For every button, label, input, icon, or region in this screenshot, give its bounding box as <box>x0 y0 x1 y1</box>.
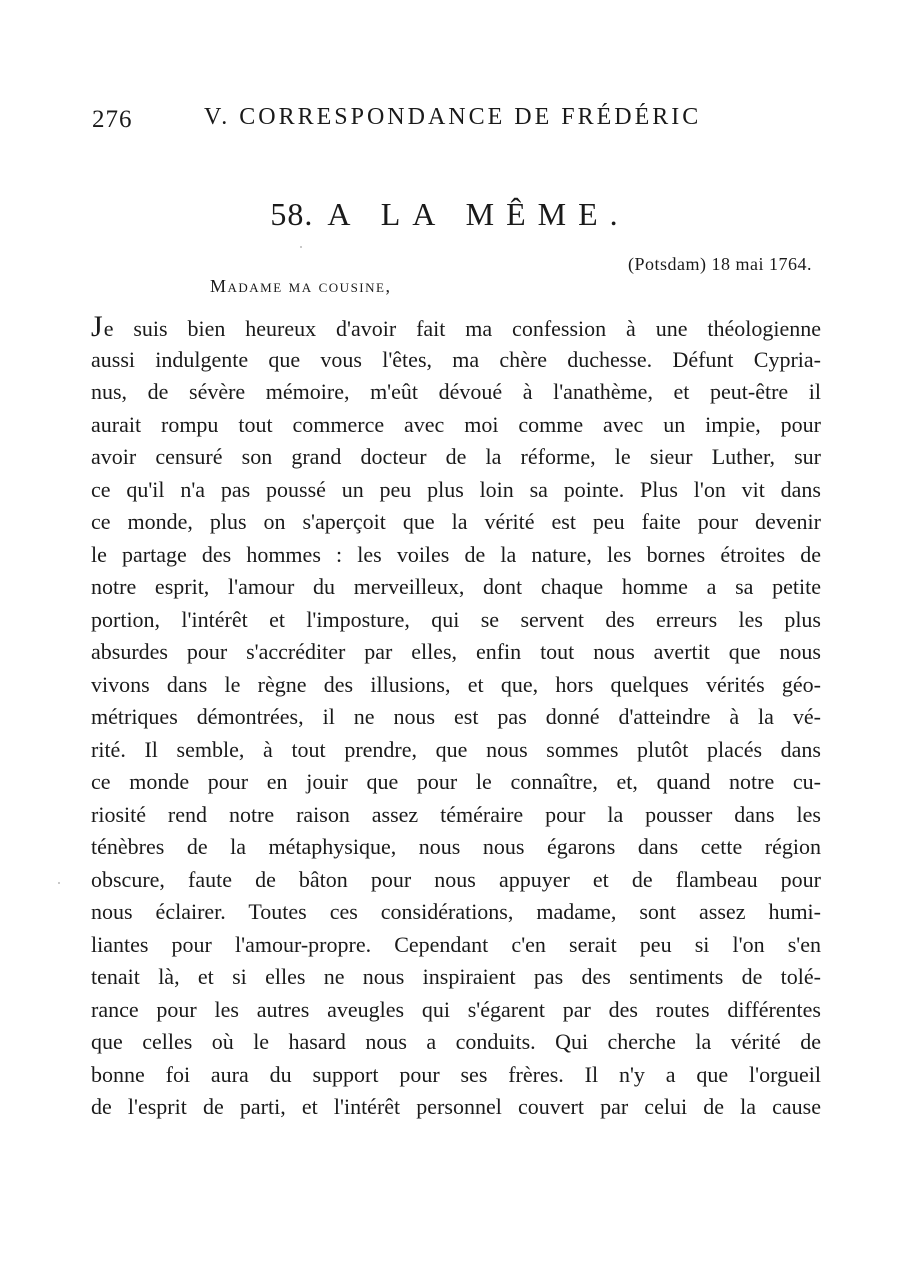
text-line <box>91 1059 821 1092</box>
text-line-content: métriques démontrées, il ne nous est pas donné d'atteindre à la vé- <box>91 704 821 729</box>
page-number: 276 <box>92 106 133 133</box>
paper-speck <box>58 882 60 884</box>
text-line-content: tenait là, et si elles ne nous inspiraient pas des sentiments de tolé- <box>91 964 821 989</box>
text-line-content: nus, de sévère mémoire, m'eût dévoué à l'anathème, et peut-être il <box>91 379 821 404</box>
text-line <box>91 864 821 897</box>
paper-speck <box>300 246 302 248</box>
text-line-content: obscure, faute de bâton pour nous appuyer et de flambeau pour <box>91 866 821 892</box>
text-line <box>91 344 821 377</box>
text-line-content: le partage des hommes : les voiles de la nature, les bornes étroites de <box>91 541 821 567</box>
text-line <box>91 604 821 637</box>
letter-heading <box>0 196 900 233</box>
text-line-content: vivons dans le règne des illusions, et que, hors quelques vérités géo- <box>91 671 821 697</box>
text-line-content: rité. Il semble, à tout prendre, que nous sommes plutôt placés dans <box>91 736 821 762</box>
text-line-content: portion, l'intérêt et l'imposture, qui se servent des erreurs les plus <box>91 606 821 632</box>
text-line-content: ce qu'il n'a pas poussé un peu plus loin sa pointe. Plus l'on vit dans <box>91 476 821 502</box>
text-line <box>91 506 821 539</box>
running-head <box>92 100 822 140</box>
text-line <box>91 766 821 799</box>
text-line-content: liantes pour l'amour-propre. Cependant c'en serait peu si l'on s'en <box>91 931 821 957</box>
text-line-content: aussi indulgente que vous l'êtes, ma chère duchesse. Défunt Cypria- <box>91 346 821 372</box>
text-line <box>91 474 821 507</box>
text-line <box>91 311 821 344</box>
text-line <box>91 376 821 409</box>
text-line-content: absurdes pour s'accréditer par elles, enfin tout nous avertit que nous <box>91 639 821 664</box>
text-line-content: riosité rend notre raison assez téméraire pour la pousser dans les <box>91 801 821 827</box>
text-line-content: ce monde pour en jouir que pour le connaître, et, quand notre cu- <box>91 769 821 794</box>
text-line <box>91 994 821 1027</box>
letter-number: 58. <box>270 196 314 232</box>
text-line <box>91 1026 821 1059</box>
dateline: (Potsdam) 18 mai 1764. <box>628 254 812 274</box>
text-line <box>91 961 821 994</box>
text-line-content: ce monde, plus on s'aperçoit que la vérité est peu faite pour devenir <box>91 509 821 534</box>
text-line <box>91 734 821 767</box>
text-line-content: ténèbres de la métaphysique, nous nous égarons dans cette région <box>91 834 821 859</box>
text-line <box>91 539 821 572</box>
text-line-content: rance pour les autres aveugles qui s'égarent par des routes différentes <box>91 996 821 1022</box>
text-line-content: que celles où le hasard nous a conduits. Qui cherche la vérité de <box>91 1029 821 1054</box>
text-line-content: nous éclairer. Toutes ces considérations, madame, sont assez humi- <box>91 899 821 924</box>
initial-letter: J <box>91 310 104 343</box>
text-line <box>91 929 821 962</box>
text-line <box>91 701 821 734</box>
text-line-content: notre esprit, l'amour du merveilleux, dont chaque homme a sa petite <box>91 574 821 599</box>
text-line-content: e suis bien heureux d'avoir fait ma confession à une théologienne <box>103 316 821 341</box>
text-line <box>91 441 821 474</box>
text-line <box>91 669 821 702</box>
text-line <box>91 1091 821 1124</box>
text-line <box>91 831 821 864</box>
letter-title: A LA MÊME. <box>327 196 630 232</box>
running-title: V. CORRESPONDANCE DE FRÉDÉRIC <box>204 104 702 130</box>
text-line-content: avoir censuré son grand docteur de la réforme, le sieur Luther, sur <box>91 444 821 469</box>
text-line <box>91 636 821 669</box>
text-line-content: aurait rompu tout commerce avec moi comme avec un impie, pour <box>91 411 821 437</box>
salutation: Madame ma cousine, <box>210 276 392 296</box>
text-line-content: de l'esprit de parti, et l'intérêt personnel couvert par celui de la cause <box>91 1094 821 1119</box>
text-line <box>91 896 821 929</box>
text-line <box>91 571 821 604</box>
text-line <box>91 409 821 442</box>
text-line-content: bonne foi aura du support pour ses frères. Il n'y a que l'orgueil <box>91 1061 821 1087</box>
letter-body <box>91 311 821 1124</box>
text-line <box>91 799 821 832</box>
